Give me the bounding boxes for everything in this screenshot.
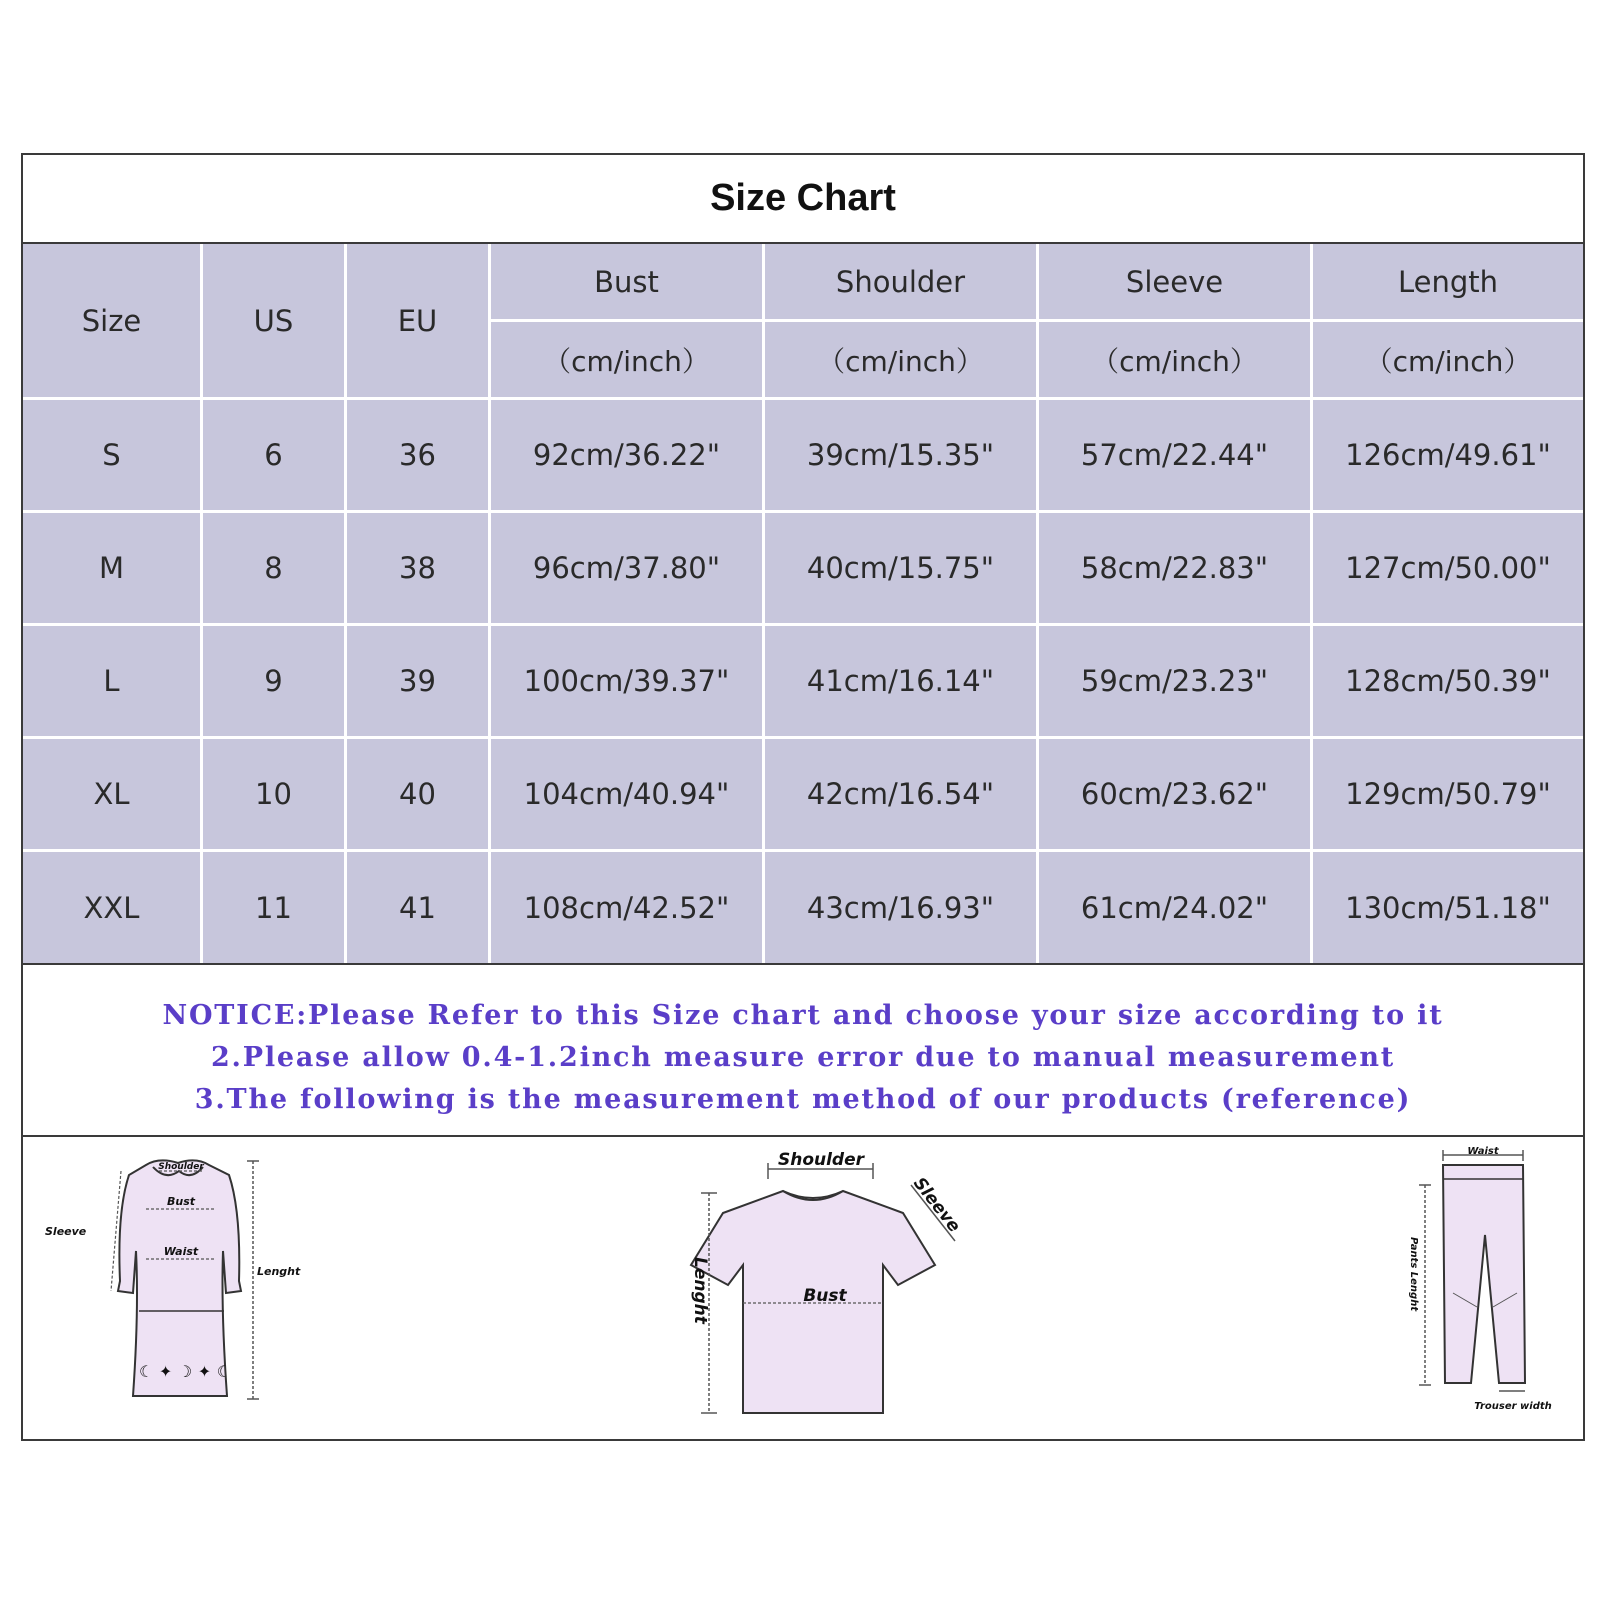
table-cell-shoulder: 42cm/16.54" bbox=[765, 739, 1036, 849]
header-sleeve-unit: （cm/inch） bbox=[1039, 322, 1310, 397]
table-cell-bust: 96cm/37.80" bbox=[491, 513, 762, 623]
table-cell-sleeve: 61cm/24.02" bbox=[1039, 852, 1310, 963]
table-cell-us: 10 bbox=[203, 739, 344, 849]
tshirt-illustration bbox=[673, 1143, 993, 1433]
table-cell-length: 128cm/50.39" bbox=[1313, 626, 1583, 736]
table-cell-length: 127cm/50.00" bbox=[1313, 513, 1583, 623]
table-cell-size: L bbox=[23, 626, 200, 736]
table-cell-bust: 100cm/39.37" bbox=[491, 626, 762, 736]
table-cell-us: 9 bbox=[203, 626, 344, 736]
tshirt-sleeve-label: Sleeve bbox=[909, 1173, 965, 1237]
pants-illustration bbox=[1408, 1145, 1583, 1435]
dress-sleeve-label: Sleeve bbox=[45, 1225, 87, 1238]
tshirt-length-label: Lenght bbox=[690, 1257, 710, 1324]
table-cell-eu: 39 bbox=[347, 626, 488, 736]
table-cell-sleeve: 60cm/23.62" bbox=[1039, 739, 1310, 849]
size-chart-frame bbox=[21, 153, 1585, 1441]
chart-title: Size Chart bbox=[710, 177, 896, 219]
table-cell-shoulder: 39cm/15.35" bbox=[765, 400, 1036, 510]
table-cell-size: XXL bbox=[23, 852, 200, 963]
table-cell-shoulder: 40cm/15.75" bbox=[765, 513, 1036, 623]
size-table bbox=[23, 242, 1583, 965]
notice-line: 3.The following is the measurement method of our products (reference) bbox=[194, 1084, 1412, 1115]
dress-illustration bbox=[41, 1151, 311, 1421]
header-sleeve: Sleeve bbox=[1039, 244, 1310, 319]
pants-trouser-width-label: Trouser width bbox=[1474, 1401, 1552, 1412]
dress-shoulder-label: Shoulder bbox=[158, 1162, 204, 1172]
table-cell-sleeve: 59cm/23.23" bbox=[1039, 626, 1310, 736]
table-cell-shoulder: 43cm/16.93" bbox=[765, 852, 1036, 963]
table-cell-length: 129cm/50.79" bbox=[1313, 739, 1583, 849]
table-cell-sleeve: 57cm/22.44" bbox=[1039, 400, 1310, 510]
header-length-unit: （cm/inch） bbox=[1313, 322, 1583, 397]
table-cell-size: M bbox=[23, 513, 200, 623]
table-cell-eu: 38 bbox=[347, 513, 488, 623]
table-cell-us: 8 bbox=[203, 513, 344, 623]
dress-bust-label: Bust bbox=[166, 1195, 196, 1208]
header-size: Size bbox=[23, 244, 200, 397]
header-bust-unit: （cm/inch） bbox=[491, 322, 762, 397]
notice-line: 2.Please allow 0.4-1.2inch measure error due to manual measurement bbox=[210, 1042, 1396, 1073]
header-eu: EU bbox=[347, 244, 488, 397]
table-cell-bust: 92cm/36.22" bbox=[491, 400, 762, 510]
dress-length-label: Lenght bbox=[257, 1265, 301, 1278]
table-cell-eu: 36 bbox=[347, 400, 488, 510]
notice-block bbox=[23, 965, 1583, 1137]
dress-waist-label: Waist bbox=[163, 1245, 199, 1258]
header-bust: Bust bbox=[491, 244, 762, 319]
header-shoulder: Shoulder bbox=[765, 244, 1036, 319]
table-cell-shoulder: 41cm/16.14" bbox=[765, 626, 1036, 736]
header-us: US bbox=[203, 244, 344, 397]
svg-text:☾ ✦ ☽ ✦ ☾: ☾ ✦ ☽ ✦ ☾ bbox=[138, 1362, 232, 1381]
pants-length-label: Pants Lenght bbox=[1408, 1237, 1419, 1312]
notice-line: NOTICE:Please Refer to this Size chart and choose your size according to it bbox=[162, 1000, 1444, 1031]
table-cell-length: 126cm/49.61" bbox=[1313, 400, 1583, 510]
table-cell-bust: 104cm/40.94" bbox=[491, 739, 762, 849]
header-length: Length bbox=[1313, 244, 1583, 319]
table-cell-size: S bbox=[23, 400, 200, 510]
header-shoulder-unit: （cm/inch） bbox=[765, 322, 1036, 397]
table-cell-us: 6 bbox=[203, 400, 344, 510]
table-cell-us: 11 bbox=[203, 852, 344, 963]
tshirt-bust-label: Bust bbox=[803, 1286, 847, 1306]
table-cell-bust: 108cm/42.52" bbox=[491, 852, 762, 963]
table-cell-sleeve: 58cm/22.83" bbox=[1039, 513, 1310, 623]
measurement-figures bbox=[23, 1137, 1583, 1439]
tshirt-shoulder-label: Shoulder bbox=[777, 1150, 865, 1170]
table-cell-length: 130cm/51.18" bbox=[1313, 852, 1583, 963]
table-cell-eu: 40 bbox=[347, 739, 488, 849]
table-cell-eu: 41 bbox=[347, 852, 488, 963]
pants-waist-label: Waist bbox=[1467, 1146, 1499, 1157]
table-cell-size: XL bbox=[23, 739, 200, 849]
